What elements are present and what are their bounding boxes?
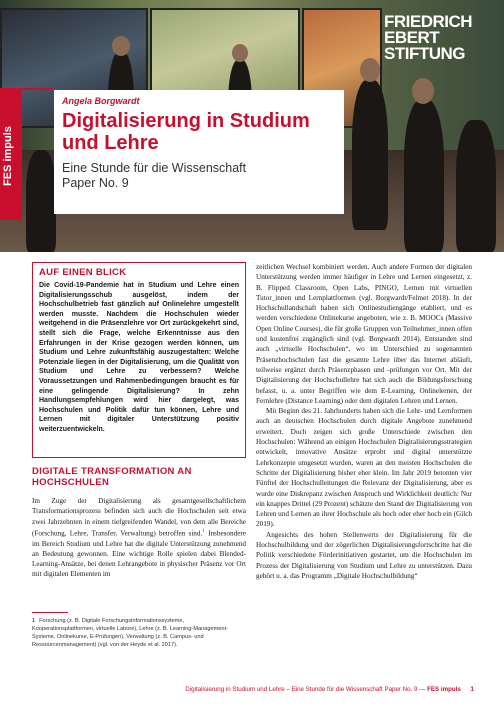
footer-brand: FES impuls	[427, 686, 461, 693]
fes-logo	[384, 14, 476, 62]
body-paragraph	[32, 496, 246, 580]
body-paragraph: Mit Beginn des 21. Jahrhunderts haben sich die Lehr- und Lernformen auch an deutschen Hochschulen durch digitale Angebote zunehmend erweitert. Doch zeigen sich große Unterschiede zwischen den Hochschulen: Während an einigen Hochschulen Digitalisierungsstrategien entwickelt, innovative Ansätze erprobt und digital unterstützte Lehrkonzepte umgesetzt wurden, waren an den meisten Hochschulen die Schritte der Digitalisierung bisher eher klein. Im Jahr 2019 betonten vier Fünftel der Hochschulleitungen die Relevanz der Digitalisierung, aber es wurde eine Diskrepanz zwischen Anspruch und Wirklichkeit deutlich: Nur ein knappes Drittel (29 Prozent) schätzte den Stand der Digitalisierung von Lehren und Lernen an ihrer Hochschule als hoch oder eher hoch ein (Gilch 2019).	[256, 407, 472, 529]
left-column-body	[32, 496, 246, 580]
footnote-text: Forschung (z. B. Digitale Forschungsinformationssysteme, Kooperationsplattformen, virtuelle Labore), Lehre (z. B. Learning-Management-Systeme, Onlinekurse, E-Prüfungen), Verwaltung (z. B. Campus- und Ressourcenmanagement) (vgl. von der Heyde et al. 2017).	[32, 618, 228, 648]
right-column-body	[256, 262, 472, 581]
page-footer	[185, 686, 474, 693]
author: Angela Borgwardt	[62, 96, 140, 106]
summary-box	[32, 262, 246, 458]
footnote-ref[interactable]: 1	[202, 528, 205, 534]
summary-text: Die Covid-19-Pandemie hat in Studium und Lehre einen Digitalisierungsschub ausgelöst, indem der Hochschulbetrieb fast gänzlich auf Onlinelehre umgestellt werden musste. Nachdem die Hochschulen wieder weitgehend in die Präsenzlehre vor Ort zurückgekehrt sind, stellt sich die Frage, welche Erkenntnisse aus den Erfahrungen in der Krise gezogen werden können, um Studium und Lehre zukunftsfähig auszugestalten: Welche Potenziale liegen in der Digitalisierung, um die Qualität von Studium und Lehre zu verbessern? Welche Voraussetzungen und Rahmenbedingungen braucht es für eine gelingende Digitalisierung? In zehn Handlungsempfehlungen wird hier dargelegt, was Hochschulen und Politik dafür tun können, Lehre und Lernen mit digitaler Unterstützung positiv weiterzuentwickeln.	[39, 282, 239, 433]
subtitle-line: Paper No. 9	[62, 176, 129, 190]
logo-line: EBERT	[384, 28, 440, 47]
summary-heading: AUF EINEN BLICK	[39, 267, 127, 278]
title-card	[54, 90, 344, 214]
side-tab	[0, 88, 22, 220]
body-text: Insbesondere im Bereich Studium und Lehre hat die digitale Unterstützung zunehmend an Bedeutung gewonnen. Eine wichtige Rolle spielen dabei Blended-Learning-Ansätze, bei denen Lehrangebote in physischer Präsenz vor Ort mit digitalen Elementen im	[32, 529, 246, 579]
body-text: Im Zuge der Digitalisierung als gesamtgesellschaftlichem Transformationsprozess befinden sich auch die Hochschulen seit etwa zwei Jahrzehnten in einem tiefgreifenden Wandel, von dem alle Bereiche (Forschung, Lehre, Transfer, Verwaltung) betroffen sind.	[32, 497, 246, 538]
footnote-rule	[32, 612, 68, 613]
subtitle	[62, 161, 344, 191]
page-title: Digitalisierung in Studium und Lehre	[62, 110, 310, 154]
footnote-number: 1	[32, 618, 36, 624]
subtitle-line: Eine Stunde für die Wissenschaft	[62, 161, 247, 175]
footer-text: Digitalisierung in Studium und Lehre – Eine Stunde für die Wissenschaft Paper No. 9 —	[185, 686, 426, 693]
logo-line: FRIEDRICH	[384, 12, 473, 31]
logo-line: STIFTUNG	[384, 44, 465, 63]
page-number: 1	[470, 686, 474, 693]
side-tab-label: FES impuls	[2, 126, 14, 186]
body-paragraph: Angesichts des hohen Stellenwerts der Digitalisierung für die Hochschulbildung und der zögerlichen Digitalisierungsfortschritte hat die Politik verschiedene Förderinitiativen gestartet, um die Hochschulen im Prozess der Digitalisierung von Studium und Lehre zu unterstützen. Dazu gehört u. a. das Programm „Digitale Hochschulbildung“	[256, 530, 472, 580]
section-heading: DIGITALE TRANSFORMATION AN HOCHSCHULEN	[32, 466, 192, 488]
body-paragraph: zeitlichen Wechsel kombiniert werden. Auch andere Formen der digitalen Unterstützung werden immer häufiger in Lehre und Lernen eingesetzt, z. B. Flipped Classroom, Open Labs, PINGO, Lernen mit virtuellen Tutor_innen und Lernplattformen (vgl. Borgwardt/Felmet 2018). In der Hochschullandschaft haben sich Onlinestudiengänge etabliert, und es werden verschiedene Onlinekurse angeboten, wie z. B. MOOCs (Massive Open Online Courses), die für große Gruppen von Teilnehmer_innen offen und kostenfrei zugänglich sind (vgl. Borgwardt 2014). Entstanden sind auch „virtuelle Hochschulen“, wo im Unterschied zu sogenannten Präsenzhochschulen fast die gesamte Lehre über das Internet abläuft, teilweise ergänzt durch Präsenzphasen und -prüfungen vor Ort. Mit der Digitalisierung der Hochschullehre hat sich auch die Bildungsforschung befasst, u. a. unter Begriffen wie dem E-Learning, Onlinelernen, der Fernlehre (Distance Learning) oder dem digitalen Lehren und Lernen.	[256, 263, 472, 405]
footnote	[32, 617, 246, 649]
